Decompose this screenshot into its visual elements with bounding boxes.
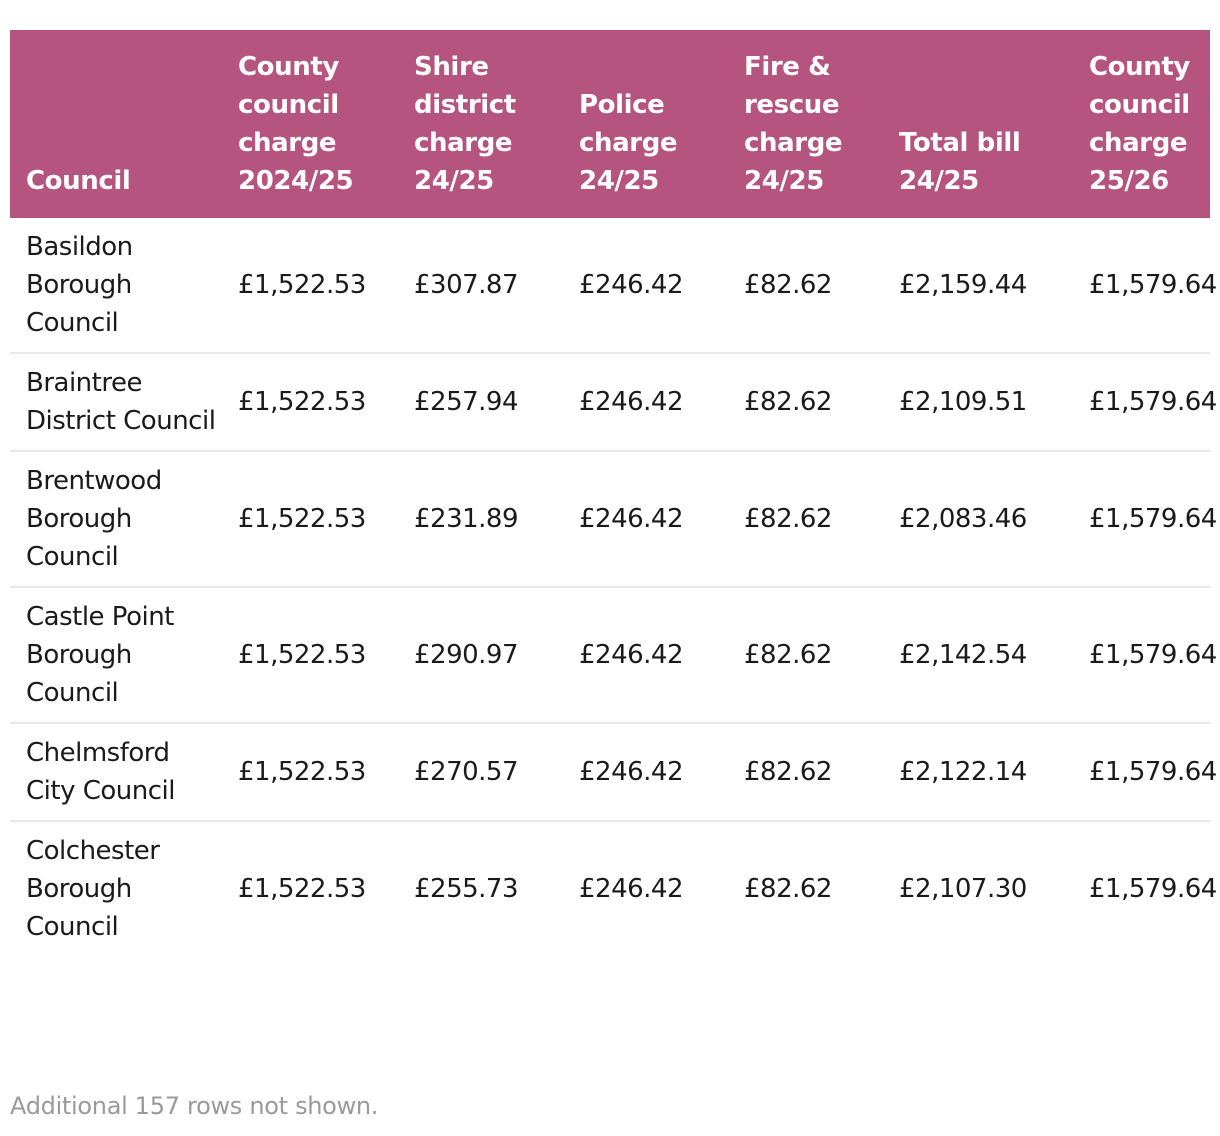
shire-district-charge-cell: £255.73 [414, 874, 519, 904]
county-charge-25-26-cell: £1,579.64 [1073, 353, 1210, 451]
council-name-cell: Basildon Borough Council [10, 218, 222, 353]
fire-rescue-charge-cell: £82.62 [728, 353, 883, 451]
police-charge-cell: £246.42 [563, 218, 728, 353]
column-header-council: Council [26, 166, 131, 196]
column-header-county-charge-2024-25: County council charge 2024/25 [238, 52, 354, 196]
total-bill-cell: £2,142.54 [883, 587, 1073, 723]
shire-district-charge-cell: £307.87 [398, 218, 563, 353]
police-charge-cell: £246.42 [563, 353, 728, 451]
county-charge-2024-25-cell: £1,522.53 [222, 587, 398, 723]
fire-rescue-charge-cell: £82.62 [728, 218, 883, 353]
county-charge-25-26-cell: £1,579.64 [1073, 451, 1210, 587]
council-name-cell: Brentwood Borough Council [10, 451, 222, 587]
shire-district-charge-cell: £231.89 [398, 451, 563, 587]
total-bill-cell: £2,159.44 [883, 218, 1073, 353]
county-charge-2024-25-cell: £1,522.53 [222, 218, 398, 353]
total-bill-cell: £2,122.14 [883, 723, 1073, 821]
table-row [10, 723, 1210, 821]
police-charge-cell: £246.42 [563, 587, 728, 723]
police-charge-cell: £246.42 [563, 451, 728, 587]
column-header-police-charge: Police charge 24/25 [579, 90, 678, 196]
council-name-cell: Colchester Borough Council [26, 836, 160, 942]
total-bill-cell: £2,083.46 [883, 451, 1073, 587]
total-bill-cell: £2,107.30 [899, 874, 1027, 904]
police-charge-cell: £246.42 [579, 874, 684, 904]
table-row [10, 353, 1210, 451]
table-row [10, 218, 1210, 353]
table-header-row [10, 30, 1210, 218]
shire-district-charge-cell: £270.57 [398, 723, 563, 821]
table-row [10, 451, 1210, 587]
fire-rescue-charge-cell: £82.62 [744, 874, 832, 904]
fire-rescue-charge-cell: £82.62 [728, 451, 883, 587]
fire-rescue-charge-cell: £82.62 [728, 587, 883, 723]
total-bill-cell: £2,109.51 [883, 353, 1073, 451]
county-charge-25-26-cell: £1,579.64 [1073, 218, 1210, 353]
fire-rescue-charge-cell: £82.62 [728, 723, 883, 821]
column-header-county-charge-25-26: County council charge 25/26 [1089, 52, 1190, 196]
column-header-total-bill: Total bill 24/25 [899, 128, 1021, 196]
county-charge-2024-25-cell: £1,522.53 [238, 874, 366, 904]
shire-district-charge-cell: £257.94 [398, 353, 563, 451]
council-tax-table [10, 30, 1217, 956]
council-name-cell: Braintree District Council [10, 353, 222, 451]
county-charge-2024-25-cell: £1,522.53 [222, 451, 398, 587]
county-charge-25-26-cell: £1,579.64 [1073, 723, 1210, 821]
county-charge-25-26-cell: £1,579.64 [1073, 587, 1210, 723]
table-row [10, 587, 1210, 723]
county-charge-2024-25-cell: £1,522.53 [222, 353, 398, 451]
rows-not-shown-note: Additional 157 rows not shown. [10, 1092, 379, 1120]
table-row [10, 821, 1210, 956]
column-header-shire-district-charge: Shire district charge 24/25 [414, 52, 516, 196]
council-name-cell: Chelmsford City Council [10, 723, 222, 821]
police-charge-cell: £246.42 [563, 723, 728, 821]
council-name-cell: Castle Point Borough Council [10, 587, 222, 723]
county-charge-2024-25-cell: £1,522.53 [222, 723, 398, 821]
county-charge-25-26-cell: £1,579.64 [1089, 874, 1217, 904]
column-header-fire-rescue-charge: Fire & rescue charge 24/25 [744, 52, 843, 196]
shire-district-charge-cell: £290.97 [398, 587, 563, 723]
